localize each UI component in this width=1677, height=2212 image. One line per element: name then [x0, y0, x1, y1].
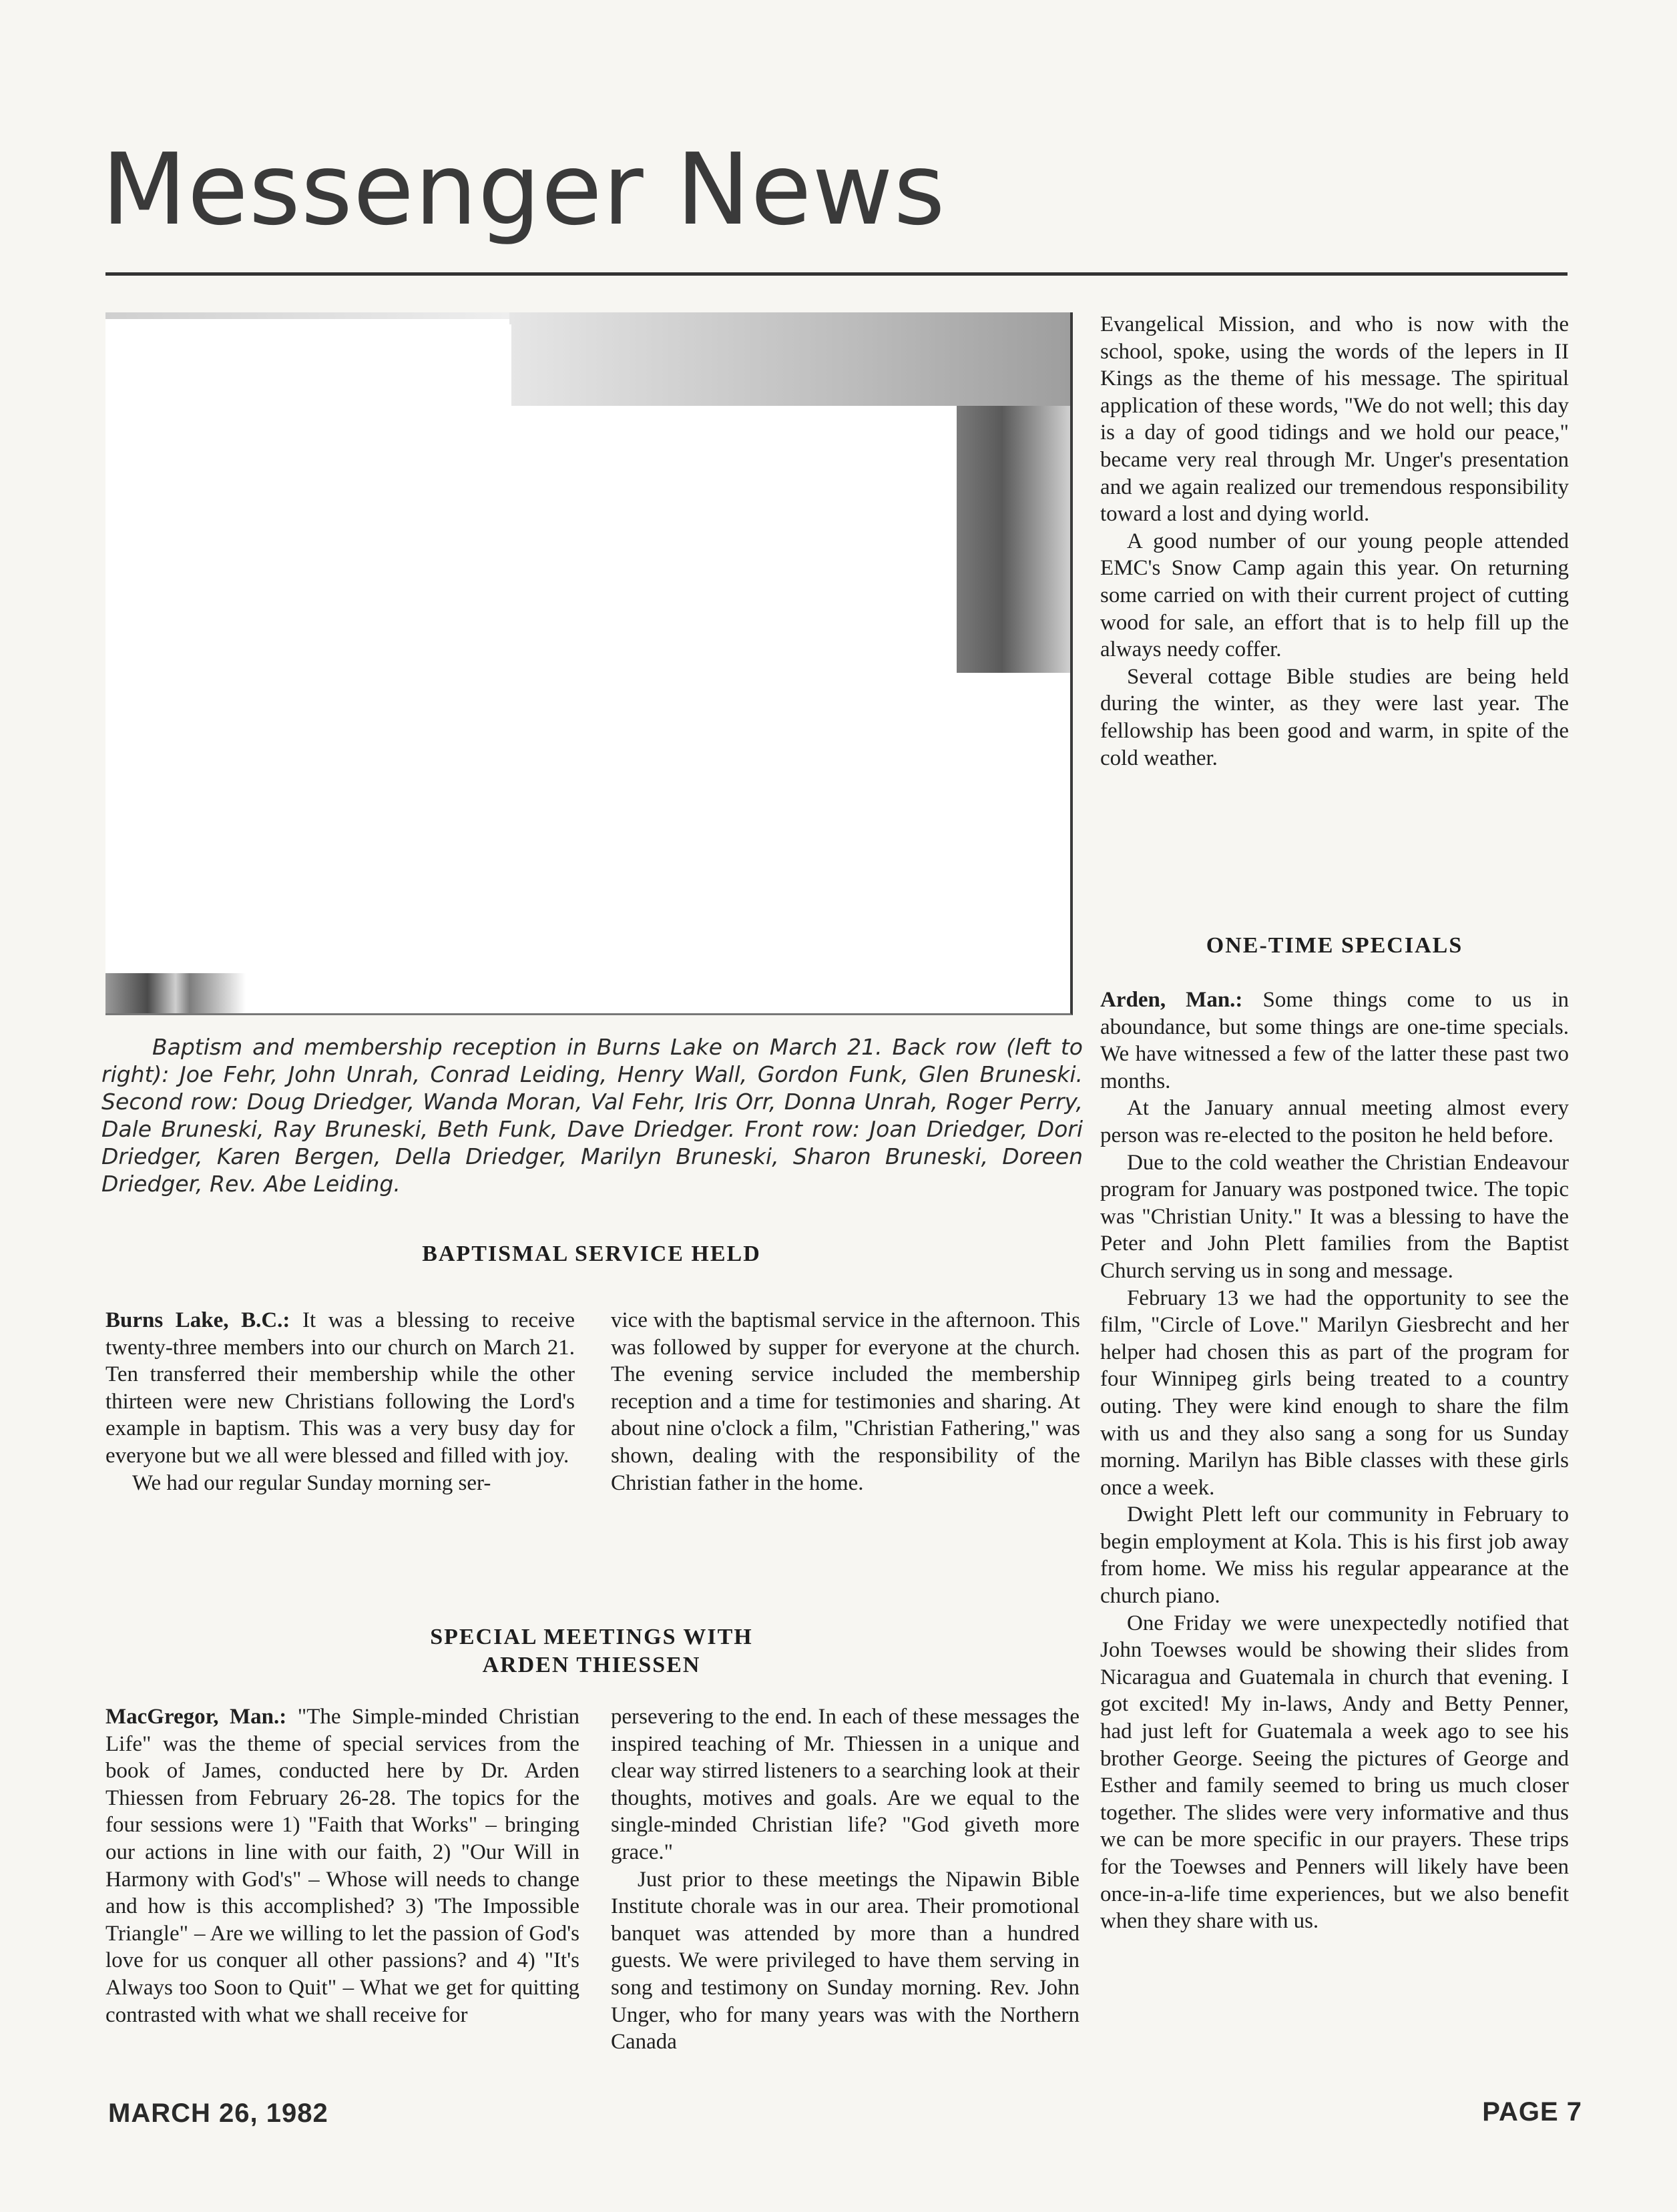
one-time-place: Arden, Man.:	[1100, 988, 1243, 1012]
right-column-continuation	[1100, 311, 1569, 772]
baptismal-place: Burns Lake, B.C.:	[105, 1308, 290, 1332]
baptismal-col-1	[105, 1307, 575, 1496]
one-time-paragraph-1: Arden, Man.: Some things come to us in aboundance, but some things are one-time specials. We have witnessed a few of the latter these past two months.	[1100, 988, 1569, 1093]
baptismal-paragraph-1: Burns Lake, B.C.: It was a blessing to receive twenty-three members into our church on March 21. Ten transferred their membership while the other thirteen were new Christians following the Lord's example in baptism. This was a very busy day for everyone but we all were blessed and filled with joy.	[105, 1308, 575, 1468]
baptismal-paragraph-2: We had our regular Sunday morning ser-	[132, 1470, 491, 1495]
one-time-column	[1100, 987, 1569, 1935]
one-time-paragraph-2: At the January annual meeting almost every person was re-elected to the positon he held before.	[1100, 1096, 1569, 1147]
one-time-paragraph-6: One Friday we were unexpectedly notified that John Toewses would be showing their slides from Nicaragua and Guatemala in church that evening. I got excited! My in-laws, Andy and Betty Penner, had just left for Guatemala a week ago to see his brother George. Seeing the pictures of George and Esther and family seemed to bring us much closer together. The slides were very informative and thus we can be more specific in our prayers. These trips for the Toewses and Penners will likely have been once-in-a-life time experiences, but we also benefit when they share with us.	[1100, 1611, 1569, 1934]
masthead-rule	[105, 272, 1568, 276]
masthead-title: Messenger News	[101, 132, 946, 247]
photo-caption: Baptism and membership reception in Burns Lake on March 21. Back row (left to right): Joe Fehr, John Unrah, Conrad Leiding, Henry Wall, Gordon Funk, Glen Bruneski. Second row: Doug Driedger, Wanda Moran, Val Fehr, Iris Orr, Donna Unrah, Roger Perry, Dale Bruneski, Ray Bruneski, Beth Funk, Dave Driedger. Front row: Joan Driedger, Dori Driedger, Karen Bergen, Della Driedger, Marilyn Bruneski, Sharon Bruneski, Doreen Driedger, Rev. Abe Leiding.	[101, 1034, 1083, 1197]
one-time-paragraph-3: Due to the cold weather the Christian Endeavour program for January was postponed twice. The topic was "Christian Unity." It was a blessing to have the Peter and John Plett families from the Baptist Church serving us in song and message.	[1100, 1150, 1569, 1283]
continuation-paragraph-2: A good number of our young people attended EMC's Snow Camp again this year. On returning some carried on with their current project of cutting wood for sale, an effort that is to help fill up the always needy coffer.	[1100, 529, 1569, 662]
continuation-paragraph-3: Several cottage Bible studies are being held during the winter, as they were last year. The fellowship has been good and warm, in spite of the cold weather.	[1100, 664, 1569, 770]
special-meetings-paragraph-2: persevering to the end. In each of these messages the inspired teaching of Mr. Thiessen in a unique and clear way stirred listeners to a searching look at their thoughts, motives and goals. Are we equal to the single-minded Christian life? "God giveth more grace."	[611, 1705, 1080, 1864]
special-meetings-place: MacGregor, Man.:	[105, 1705, 287, 1729]
special-meetings-paragraph-3: Just prior to these meetings the Nipawin Bible Institute chorale was in our area. Their promotional banquet was attended by more than a hundred guests. We were privileged to have them serving in song and testimony on Sunday morning. Rev. John Unger, who for many years was with the Northern Canada	[611, 1867, 1080, 2054]
special-meetings-col-1	[105, 1703, 579, 2028]
footer-page-number: PAGE 7	[1482, 2097, 1582, 2127]
baptismal-col-2	[611, 1307, 1080, 1496]
baptism-photo	[105, 312, 1073, 1015]
baptismal-paragraph-3: vice with the baptismal service in the afternoon. This was followed by supper for everyone at the church. The evening service included the membership reception and a time for testimonies and sharing. At about nine o'clock a film, "Christian Fathering," was shown, dealing with the responsibility of the Christian father in the home.	[611, 1308, 1080, 1495]
footer-date: MARCH 26, 1982	[108, 2099, 328, 2128]
special-meetings-heading: SPECIAL MEETINGS WITH ARDEN THIESSEN	[430, 1625, 753, 1677]
baptismal-heading: BAPTISMAL SERVICE HELD	[422, 1241, 761, 1266]
special-meetings-paragraph-1: MacGregor, Man.: "The Simple-minded Christian Life" was the theme of special services from the book of James, conducted here by Dr. Arden Thiessen from February 26-28. The topics for the four sessions were 1) "Faith that Works" – bringing our actions in line with our faith, 2) "Our Will in Harmony with God's" – Whose will needs to change and how is this accomplished? 3) 'The Impossible Triangle" – Are we willing to let the passion of God's love for us conquer all other passions? and 4) "It's Always too Soon to Quit" – What we get for quitting contrasted with what we shall receive for	[105, 1705, 579, 2027]
one-time-paragraph-5: Dwight Plett left our community in February to begin employment at Kola. This is his first job away from home. We miss his regular appearance at the church piano.	[1100, 1502, 1569, 1609]
one-time-heading: ONE-TIME SPECIALS	[1206, 933, 1463, 958]
continuation-paragraph-1: Evangelical Mission, and who is now with the school, spoke, using the words of the lepers in II Kings as the theme of his message. The spiritual application of these words, "We do not well; this day is a day of good tidings and we hold our peace," became very real through Mr. Unger's presentation and we again realized our tremendous responsibility toward a lost and dying world.	[1100, 312, 1569, 527]
one-time-paragraph-4: February 13 we had the opportunity to see the film, "Circle of Love." Marilyn Giesbrecht and her helper had chosen this as part of the program for four Winnipeg girls being treated to a country outing. They were kind enough to share the film with us and they also sang a song for us Sunday morning. Marilyn has Bible classes with these girls once a week.	[1100, 1286, 1569, 1500]
special-meetings-col-2	[611, 1703, 1080, 2056]
